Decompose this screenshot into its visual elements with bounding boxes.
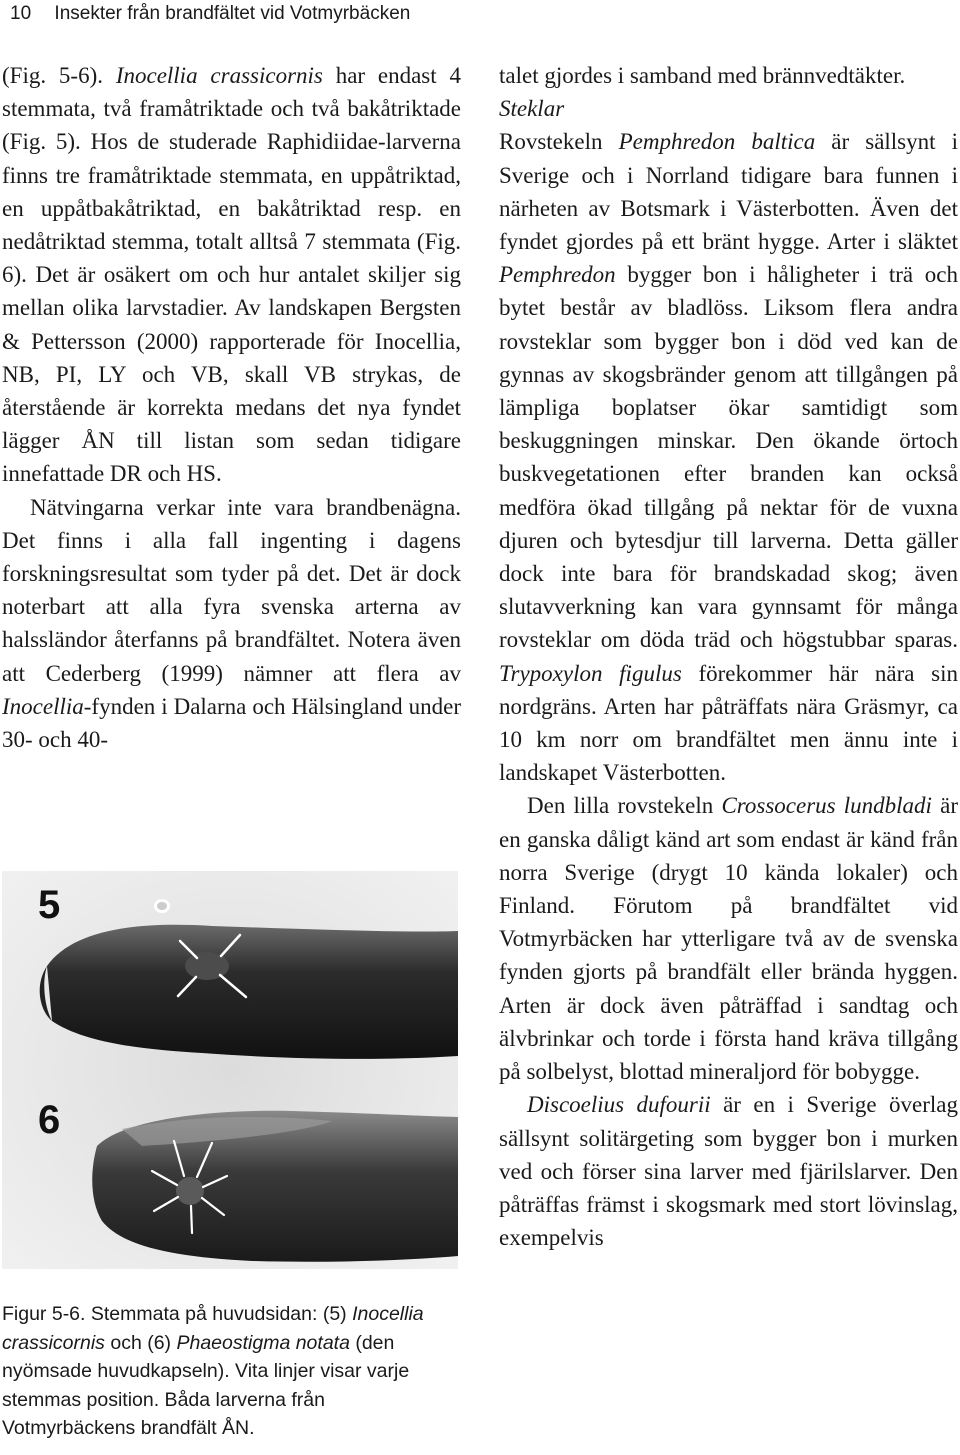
larva-6-photo: [92, 1111, 458, 1262]
right-paragraph-1: talet gjordes i samband med brännvedtäkter.: [499, 63, 906, 88]
page-number: 10: [10, 3, 32, 24]
larva-figure: [2, 871, 458, 1269]
right-paragraph-4: Discoelius dufourii är en i Sverige överlag sällsynt solitärgeting som bygger bon i murken ved och förser sina larver med fjärilslarver. Den påträffas främst i skogsmark med stort lövinslag, exempelvis: [499, 1092, 958, 1251]
running-title: Insekter från brandfältet vid Votmyrbäcken: [54, 3, 411, 24]
figure-caption: Figur 5-6. Stemmata på huvudsidan: (5) Inocellia crassicornis och (6) Phaeostigma notata (den nyömsade huvudkapseln). Vita linjer visar varje stemmas position. Båda larverna från Votmyrbäckens brandfält ÅN.: [2, 1303, 424, 1440]
right-paragraph-2: Rovstekeln Pemphredon baltica är sällsynt i Sverige och i Norrland tidigare bara funnen i närheten av Botsmark i Västerbotten. Även det fyndet gjordes på ett bränt hygge. Arter i släktet Pemphredon bygger bon i håligheter i trä och bytet består av bladlöss. Liksom flera andra rovsteklar som bygger bon i död ved kan de gynnas av skogsbränder genom att tillgången på lämpliga boplatser ökar samtidigt som beskuggningen minskar. Den ökande örtoch buskvegetationen efter branden kan också medföra ökad tillgång på nektar för de vuxna djuren och bytesdjur till larverna. Detta gäller dock inte bara för brandskadad skog; även slutavverkning kan vara gynnsamt för många rovsteklar om döda träd och högstubbar sparas. Trypoxylon figulus förekommer här nära sin nordgräns. Arten har påträffats nära Gräsmyr, ca 10 km norr om brandfältet men ännu inte i landskapet Västerbotten.: [499, 129, 958, 786]
left-column: [2, 59, 461, 756]
right-paragraph-3: Den lilla rovstekeln Crossocerus lundbladi är en ganska dåligt känd art som endast är känd från norra Sverige (drygt 10 kända lokaler) och Finland. Förutom på brandfältet vid Votmyrbäcken har ytterligare två av de svenska fynden gjorts på brandfält eller brända hyggen. Arten är dock även påträffad i sandtag och älvbrinkar och torde i första hand kräva tillgång på solbelyst, blottad mineraljord för bobygge.: [499, 793, 958, 1085]
right-column: [499, 59, 958, 1254]
figure-label-5: 5: [38, 883, 61, 927]
running-header: [10, 0, 410, 28]
section-heading-steklar: Steklar: [499, 96, 565, 122]
left-paragraph-1: (Fig. 5-6). Inocellia crassicornis har endast 4 stemmata, två framåtriktade och två bakåtriktade (Fig. 5). Hos de studerade Raphidiidae-larverna finns tre framåtriktade stemmata, en uppåtriktad, en uppåtbakåtriktad, en bakåtriktad resp. en nedåtriktad stemma, totalt alltså 7 stemmata (Fig. 6). Det är osäkert om och hur antalet skiljer sig mellan olika larvstadier. Av landskapen Bergsten & Pettersson (2000) rapporterade för Inocellia, NB, PI, LY och VB, skall VB strykas, de återstående är korrekta medans det nya fyndet lägger ÅN till listan som sedan tidigare innefattade DR och HS.: [2, 63, 461, 487]
left-paragraph-2: Nätvingarna verkar inte vara brandbenägna. Det finns i alla fall ingenting i dagens forskningsresultat som tyder på det. Det är dock noterbart att alla fyra svenska arterna av halssländor återfanns på brandfältet. Notera även att Cederberg (1999) nämner att flera av Inocellia-fynden i Dalarna och Hälsingland under 30- och 40-: [2, 494, 461, 753]
figure-label-6: 6: [38, 1098, 61, 1142]
